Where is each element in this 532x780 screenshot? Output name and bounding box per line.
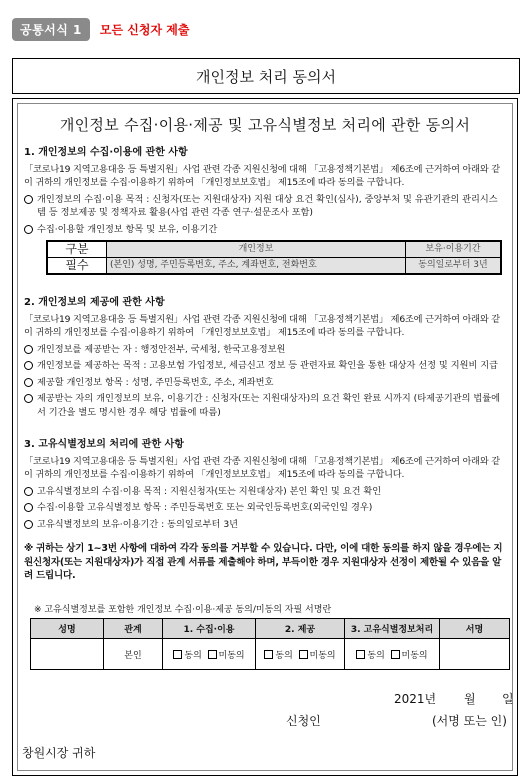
section-1-item: 개인정보의 수집·이용 목적 : 신청자(또는 지원대상자) 지원 대상 요건 확인(심사), 중앙부처 및 유관기관의 관리시스템 등 정보제공 및 정책자료 활용(사업 관련 각종 연구·설문조사 포함) [24, 193, 506, 220]
section-2-item: 개인정보를 제공받는 자 : 행정안전부, 국세청, 한국고용정보원 [24, 343, 506, 357]
sign-name-cell[interactable] [31, 639, 104, 670]
agree-checkbox[interactable] [356, 650, 365, 659]
table-row-period: 동의일로부터 3년 [406, 258, 502, 275]
consent-form-inner [17, 103, 513, 771]
sign-signature-cell[interactable] [440, 639, 510, 670]
sign-header-signature: 서명 [440, 619, 510, 639]
disagree-checkbox[interactable] [208, 650, 217, 659]
signature-caption: ※ 고유식별정보를 포함한 개인정보 수집·이용·제공 동의/미동의 자필 서명란 [34, 605, 332, 615]
section-1-heading: 1. 개인정보의 수집·이용에 관한 사항 [24, 147, 188, 158]
disagree-checkbox[interactable] [299, 650, 308, 659]
bullet-circle-icon [24, 487, 33, 496]
section-3-item: 수집·이용할 고유식별정보 항목 : 주민등록번호 또는 외국인등록번호(외국인일 경우) [24, 501, 506, 515]
agree-checkbox[interactable] [173, 650, 182, 659]
bullet-circle-icon [24, 195, 33, 204]
bullet-circle-icon [24, 378, 33, 387]
date-day: 일 [502, 692, 514, 706]
signature-table [30, 618, 510, 670]
sign-unique-id-options: 동의 미동의 [345, 639, 440, 670]
section-2 [24, 296, 506, 419]
signature-note: (서명 또는 인) [432, 714, 507, 728]
section-2-item: 제공할 개인정보 항목 : 성명, 주민등록번호, 주소, 계좌번호 [24, 376, 506, 390]
section-3-item: 고유식별정보의 보유·이용기간 : 동의일로부터 3년 [24, 518, 506, 532]
table-row-label: 필수 [47, 258, 107, 275]
section-3 [24, 438, 506, 531]
section-2-paragraph: 「코로나19 지역고용대응 등 특별지원」사업 관련 각종 지원신청에 대해 「고용정책기본법」 제6조에 근거하여 아래와 같이 귀하의 개인정보를 수집·이용하기 위하여 「개인정보보호법」 제15조에 따라 동의를 구합니다. [24, 313, 500, 338]
section-1 [24, 146, 506, 275]
agree-checkbox[interactable] [264, 650, 273, 659]
sign-header-provision: 2. 제공 [256, 619, 345, 639]
consent-main-title: 개인정보 수집·이용·제공 및 고유식별정보 처리에 관한 동의서 [59, 116, 471, 134]
bullet-circle-icon [24, 345, 33, 354]
section-3-paragraph: 「코로나19 지역고용대응 등 특별지원」사업 관련 각종 지원신청에 대해 「고용정책기본법」 제6조에 근거하여 아래와 같이 귀하의 개인정보를 수집·이용하기 위하여 「개인정보보호법」 제15조에 따라 동의를 구합니다. [24, 455, 500, 480]
submission-note: 모든 신청자 제출 [99, 22, 190, 37]
table-row-value: (본인) 성명, 주민등록번호, 주소, 계좌번호, 전화번호 [107, 258, 406, 275]
sign-header-name: 성명 [31, 619, 104, 639]
document-title: 개인정보 처리 동의서 [12, 58, 520, 94]
refusal-notice: ※ 귀하는 상기 1~3번 사항에 대하여 각각 동의를 거부할 수 있습니다. 다만, 이에 대한 동의를 하지 않을 경우에는 지원신청자(또는 지원대상자)가 직접 관계 서류를 제출해야 하며, 부득이한 경우 지원대상자 선정이 제한될 수 있음을 알려 드립니다. [24, 543, 503, 581]
bullet-circle-icon [24, 503, 33, 512]
bullet-circle-icon [24, 225, 33, 234]
consent-form-box [12, 98, 518, 776]
date-year: 2021년 [394, 692, 437, 706]
sign-relation-cell: 본인 [104, 639, 163, 670]
table-header-info: 개인정보 [107, 241, 406, 258]
recipient: 창원시장 귀하 [22, 746, 96, 760]
sign-provision-options: 동의 미동의 [256, 639, 345, 670]
section-3-heading: 3. 고유식별정보의 처리에 관한 사항 [24, 439, 184, 450]
section-3-item: 고유식별정보의 수집·이용 목적 : 지원신청자(또는 지원대상자) 본인 확인 및 요건 확인 [24, 485, 506, 499]
sign-header-relation: 관계 [104, 619, 163, 639]
section-2-item: 개인정보를 제공하는 목적 : 고용보험 가입정보, 세금신고 정보 등 관련자료 확인을 통한 대상자 선정 및 지원비 지급 [24, 359, 506, 373]
disagree-checkbox[interactable] [391, 650, 400, 659]
section-2-heading: 2. 개인정보의 제공에 관한 사항 [24, 297, 165, 308]
applicant-label: 신청인 [286, 714, 321, 728]
sign-collection-options: 동의 미동의 [163, 639, 256, 670]
section-1-item: 수집·이용할 개인정보 항목 및 보유, 이용기간 [24, 223, 506, 237]
section-1-paragraph: 「코로나19 지역고용대응 등 특별지원」사업 관련 각종 지원신청에 대해 「고용정책기본법」 제6조에 근거하여 아래와 같이 귀하의 개인정보를 수집·이용하기 위하여 「개인정보보호법」 제15조에 따라 동의를 구합니다. [24, 163, 500, 188]
sign-header-unique-id: 3. 고유식별정보처리 [345, 619, 440, 639]
section-2-item: 제공받는 자의 개인정보의 보유, 이용기간 : 신청자(또는 지원대상자)의 요건 확인 완료 시까지 (타제공기관의 법률에서 기간을 별도 명시한 경우 해당 법률에 따름) [24, 392, 506, 419]
bullet-circle-icon [24, 361, 33, 370]
form-badge: 공통서식 1 [12, 18, 90, 41]
table-header-category: 구분 [47, 241, 107, 258]
sign-header-collection: 1. 수집·이용 [163, 619, 256, 639]
bullet-circle-icon [24, 394, 33, 403]
bullet-circle-icon [24, 520, 33, 529]
date-month: 월 [464, 692, 476, 706]
form-header [12, 18, 189, 40]
personal-info-table [46, 240, 502, 275]
table-header-period: 보유·이용기간 [406, 241, 502, 258]
